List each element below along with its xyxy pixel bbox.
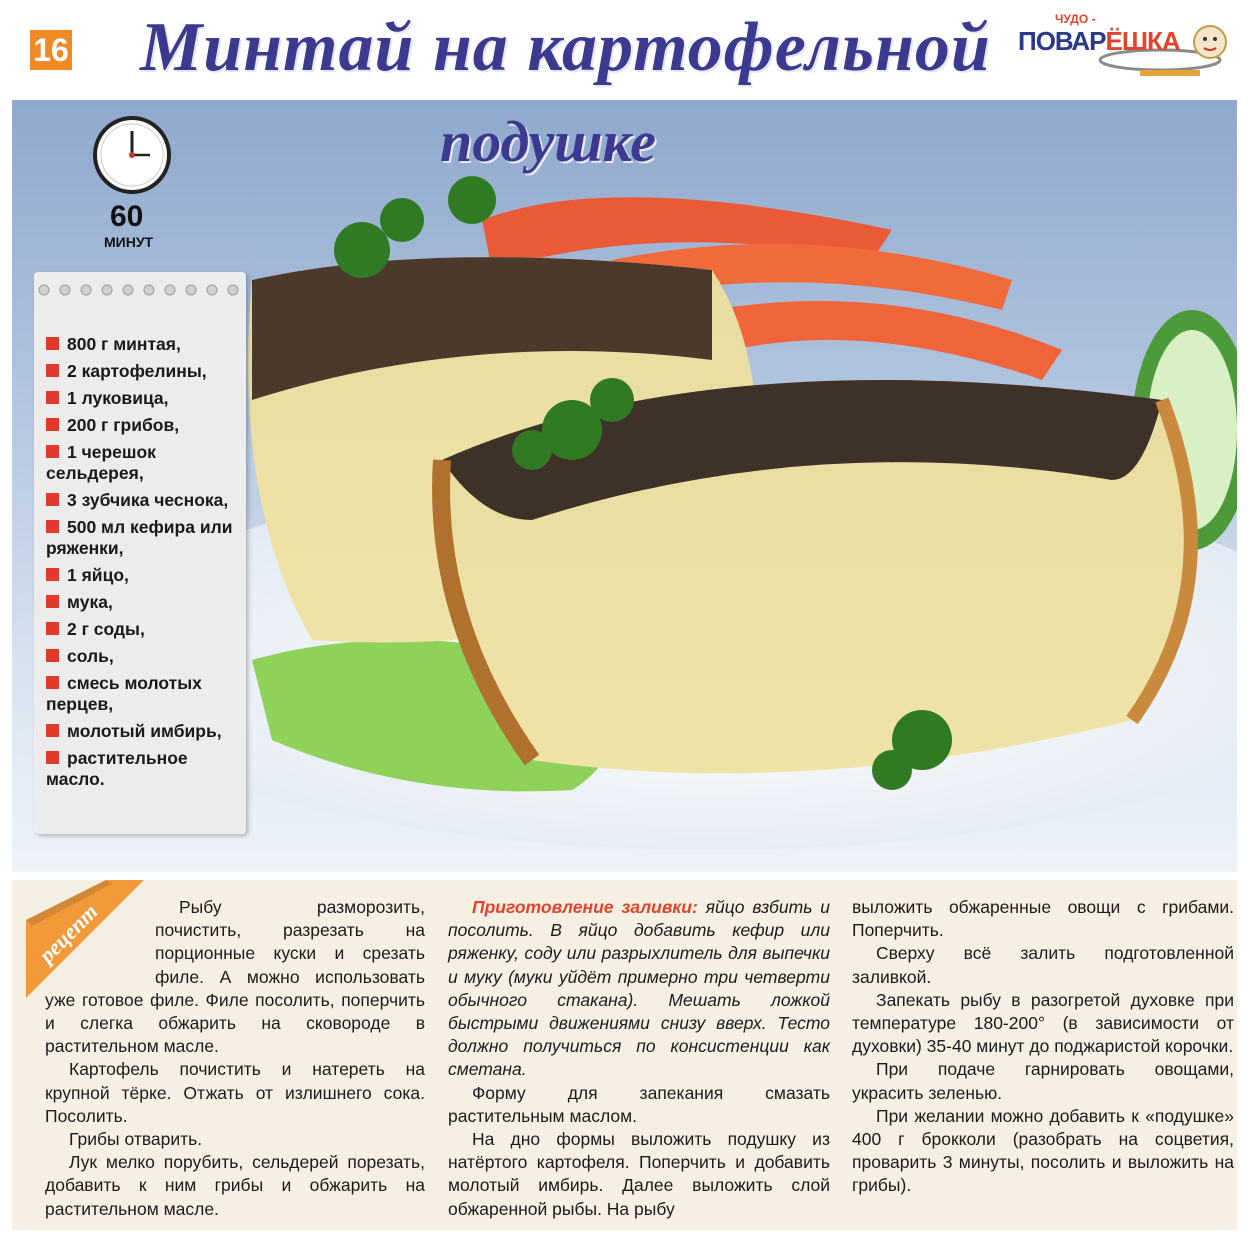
clock-icon bbox=[92, 115, 172, 195]
page-title: Минтай на картофельной bbox=[140, 9, 991, 86]
method-paragraph: При желании можно добавить к «подушке» 400 г брокколи (разобрать на соцветия, проварить 3 минуты, посолить и выложить на грибы). bbox=[852, 1105, 1234, 1196]
ingredient-item: смесь молотых перцев, bbox=[46, 673, 202, 714]
method-paragraph: Запекать рыбу в разогретой духовке при температуре 180-200° (в зависимости от духовки) 35-40 минут до поджаристой корочки. bbox=[852, 989, 1234, 1057]
ingredient-item: растительное масло. bbox=[46, 748, 188, 789]
method-column-1 bbox=[45, 896, 425, 1221]
page-number: 16 bbox=[30, 30, 72, 70]
method-paragraph: Форму для запекания смазать растительным маслом. bbox=[448, 1082, 830, 1126]
method-paragraph: Грибы отварить. bbox=[69, 1129, 203, 1150]
method-paragraph: Картофель почистить и натереть на крупной тёрке. Отжать от излишнего сока. Посолить. bbox=[45, 1059, 425, 1126]
binder-rings-icon bbox=[34, 280, 246, 300]
sauce-heading: Приготовление заливки: bbox=[472, 897, 698, 917]
ingredient-item: 200 г грибов, bbox=[46, 415, 246, 436]
method-column-2 bbox=[448, 896, 830, 1221]
method-paragraph: При подаче гарнировать овощами, украсить зеленью. bbox=[852, 1059, 1234, 1103]
ingredient-item: 2 картофелины, bbox=[46, 361, 246, 382]
ingredient-item: 1 луковица, bbox=[46, 388, 246, 409]
ingredients-panel bbox=[34, 272, 246, 834]
ingredient-item: 3 зубчика чеснока, bbox=[46, 490, 246, 511]
recipe-badge-label: рецепт bbox=[33, 898, 103, 968]
method-paragraph: На дно формы выложить подушку из натёртого картофеля. Поперчить и добавить молотый имбирь. Далее выложить слой обжаренной рыбы. На рыбу bbox=[448, 1129, 830, 1219]
method-paragraph: Лук мелко порубить, сельдерей порезать, добавить к ним грибы и обжарить на растительном масле. bbox=[45, 1152, 425, 1219]
ingredient-item: 800 г минтая, bbox=[46, 334, 246, 355]
ingredient-item: молотый имбирь, bbox=[46, 721, 246, 742]
logo-text bbox=[1018, 26, 1180, 57]
logo-small-text: ЧУДО - bbox=[1055, 12, 1096, 26]
ingredients-list bbox=[46, 334, 246, 796]
magazine-logo bbox=[1010, 12, 1235, 87]
ingredient-item: мука, bbox=[46, 592, 246, 613]
ingredient-item: 1 яйцо, bbox=[46, 565, 246, 586]
method-column-3 bbox=[852, 896, 1234, 1198]
method-paragraph: Сверху всё залить подготовленной заливкой. bbox=[852, 943, 1234, 987]
ingredient-item: 500 мл кефира или ряженки, bbox=[46, 517, 233, 558]
ingredient-item: 1 черешок сельдерея, bbox=[46, 442, 156, 483]
method-paragraph: выложить обжаренные овощи с грибами. Поперчить. bbox=[852, 897, 1234, 941]
cooking-time-value: 60 bbox=[110, 200, 144, 233]
ingredient-item: соль, bbox=[46, 646, 246, 667]
method-paragraph bbox=[448, 896, 830, 1082]
ingredient-item: 2 г соды, bbox=[46, 619, 246, 640]
method-paragraph: Рыбу разморозить, почистить, разрезать на порционные куски и срезать филе. А можно использовать уже готовое филе. Филе посолить, поперчить и слегка обжарить на сковороде в растительном масле. bbox=[45, 897, 425, 1057]
sauce-text: яйцо взбить и посолить. В яйцо добавить кефир или ряженку, соду или разрыхлитель для выпечки и муку (муки уйдёт примерно три четверти обычного стакана). Мешать ложкой быстрыми движениями снизу вверх. Тесто должно получиться по консистенции как сметана. bbox=[448, 897, 830, 1080]
page-title-line2: подушке bbox=[440, 109, 656, 174]
cooking-time-unit: МИНУТ bbox=[104, 234, 154, 250]
logo-text-b: ЁШКА bbox=[1105, 26, 1180, 56]
logo-text-a: ПОВАР bbox=[1018, 26, 1106, 56]
